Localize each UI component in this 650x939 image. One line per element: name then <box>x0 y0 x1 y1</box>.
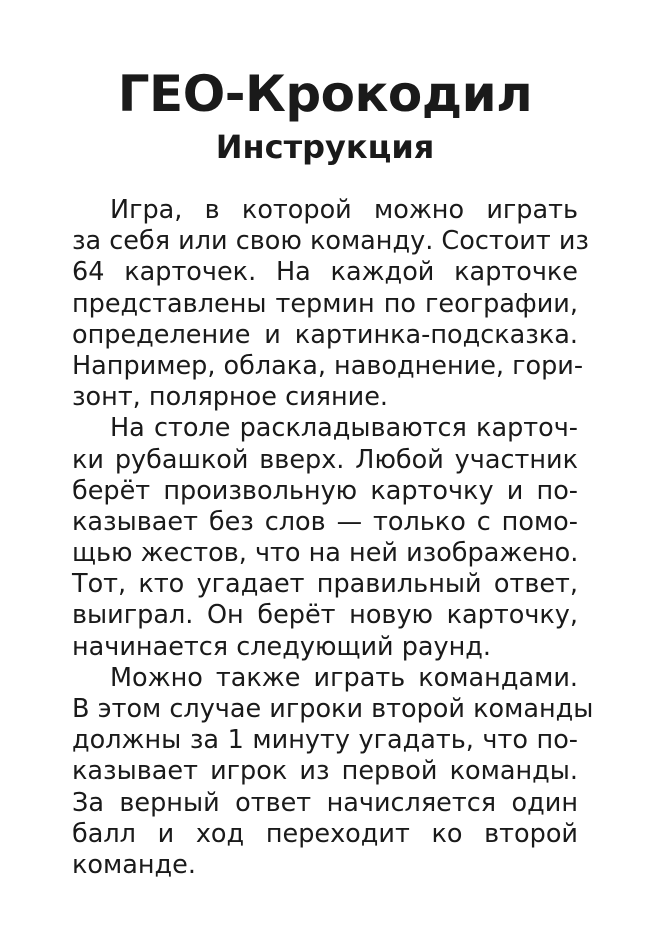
text-line: выиграл. Он берёт новую карточку, <box>72 600 578 631</box>
page-subtitle: Инструкция <box>215 128 435 166</box>
text-line: берёт произвольную карточку и по- <box>72 475 578 506</box>
text-line: представлены термин по географии, <box>72 288 578 319</box>
text-line: начинается следующий раунд. <box>72 631 492 662</box>
text-line: за себя или свою команду. Состоит из <box>72 226 589 257</box>
text-line: На столе раскладываются карточ- <box>110 413 578 444</box>
text-line: Например, облака, наводнение, гори- <box>72 350 584 381</box>
text-line: За верный ответ начисляется один <box>72 787 578 818</box>
paragraph-2 <box>72 413 578 663</box>
text-line: В этом случае игроки второй команды <box>72 694 594 724</box>
paragraph-1 <box>72 195 589 413</box>
text-line: определение и картинка-подсказка. <box>72 319 578 350</box>
text-line: щью жестов, что на ней изображено. <box>72 538 579 569</box>
instruction-body <box>72 195 594 881</box>
text-line: команде. <box>72 849 196 880</box>
text-line: казывает без слов — только с помо- <box>72 506 578 537</box>
text-line: ки рубашкой вверх. Любой участник <box>72 444 578 475</box>
text-line: Можно также играть командами. <box>110 662 578 693</box>
text-line: Тот, кто угадает правильный ответ, <box>72 569 578 600</box>
text-line: балл и ход переходит ко второй <box>72 818 578 849</box>
paragraph-3 <box>72 662 594 881</box>
text-line: зонт, полярное сияние. <box>72 382 389 413</box>
text-line: казывает игрок из первой команды. <box>72 756 578 787</box>
page-title: ГЕО-Крокодил <box>117 65 533 123</box>
text-line: должны за 1 минуту угадать, что по- <box>72 725 578 756</box>
text-line: Игра, в которой можно играть <box>110 195 578 225</box>
text-line: 64 карточек. На каждой карточке <box>72 257 578 288</box>
